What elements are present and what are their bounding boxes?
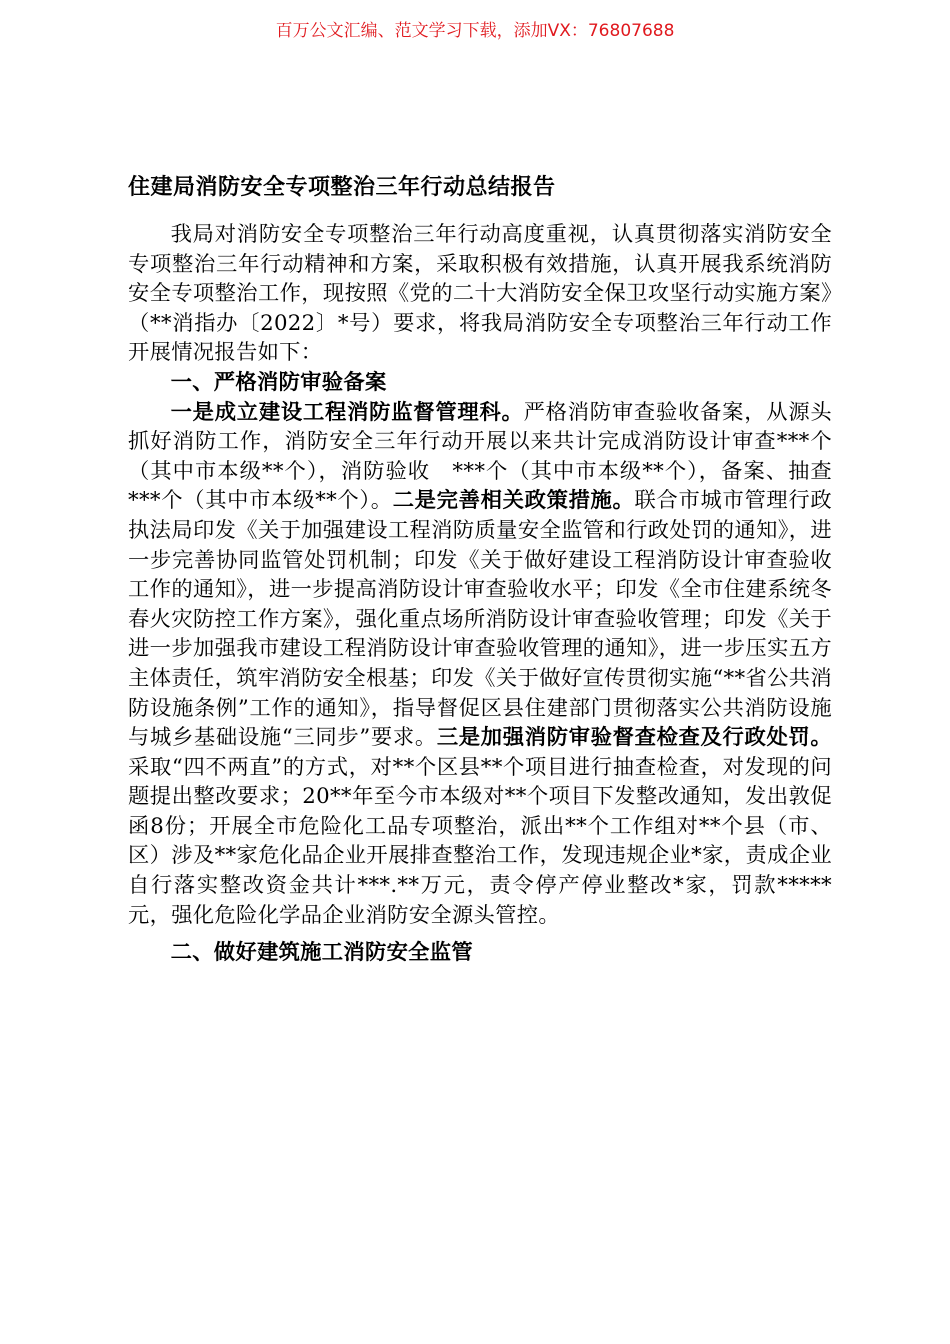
document-title: 住建局消防安全专项整治三年行动总结报告 [128, 175, 556, 200]
point-1-text: 严格消防审查验收备案，从源头抓好消防工作，消防安全三年行动开展以来共计完成消防设计审查***个（其中市本级**个），消防验收 ***个（其中市本级**个），备案、抽查***个（其中市本级**个）。 [128, 399, 832, 514]
section-2-heading: 二、做好建筑施工消防安全监管 [170, 940, 473, 966]
point-3-text: 采取“四不两直”的方式，对**个区县**个项目进行抽查检查，对发现的问题提出整改要求；20**年至今市本级对**个项目下发整改通知，发出敦促函8份；开展全市危险化工品专项整治，派出**个工作组对**个县（市、区）涉及**家危化品企业开展排查整治工作，发现违规企业*家，责成企业自行落实整改资金共计***.**万元，责令停产停业整改*家，罚款*****元，强化危险化学品企业消防安全源头管控。 [128, 754, 832, 928]
header-banner: 百万公文汇编、范文学习下载，添加VX：76807688 [275, 21, 675, 41]
point-2-text: 联合市城市管理行政执法局印发《关于加强建设工程消防质量安全监管和行政处罚的通知》，进一步完善协同监管处罚机制；印发《关于做好建设工程消防设计审查验收工作的通知》，进一步提高消防设计审查验收水平；印发《全市住建系统冬春火灾防控工作方案》，强化重点场所消防设计审查验收管理；印发《关于进一步加强我市建设工程消防设计审查验收管理的通知》，进一步压实五方主体责任，筑牢消防安全根基；印发《关于做好宣传贯彻实施“**省公共消防设施条例”工作的通知》，指导督促区县住建部门贯彻落实公共消防设施与城乡基础设施“三同步”要求。 [128, 488, 832, 751]
point-3-lead: 三是加强消防审验督查检查及行政处罚。 [436, 725, 832, 751]
point-1-lead: 一是成立建设工程消防监督管理科。 [170, 399, 524, 425]
document-body [128, 220, 832, 968]
intro-paragraph: 我局对消防安全专项整治三年行动高度重视，认真贯彻落实消防安全专项整治三年行动精神和方案，采取积极有效措施，认真开展我系统消防安全专项整治工作，现按照《党的二十大消防安全保卫攻坚行动实施方案》（**消指办〔2022〕*号）要求，将我局消防安全专项整治三年行动工作开展情况报告如下： [128, 222, 832, 366]
section-1-heading: 一、严格消防审验备案 [170, 369, 387, 395]
section-1-paragraph [128, 398, 832, 931]
point-2-lead: 二是完善相关政策措施。 [392, 488, 635, 514]
